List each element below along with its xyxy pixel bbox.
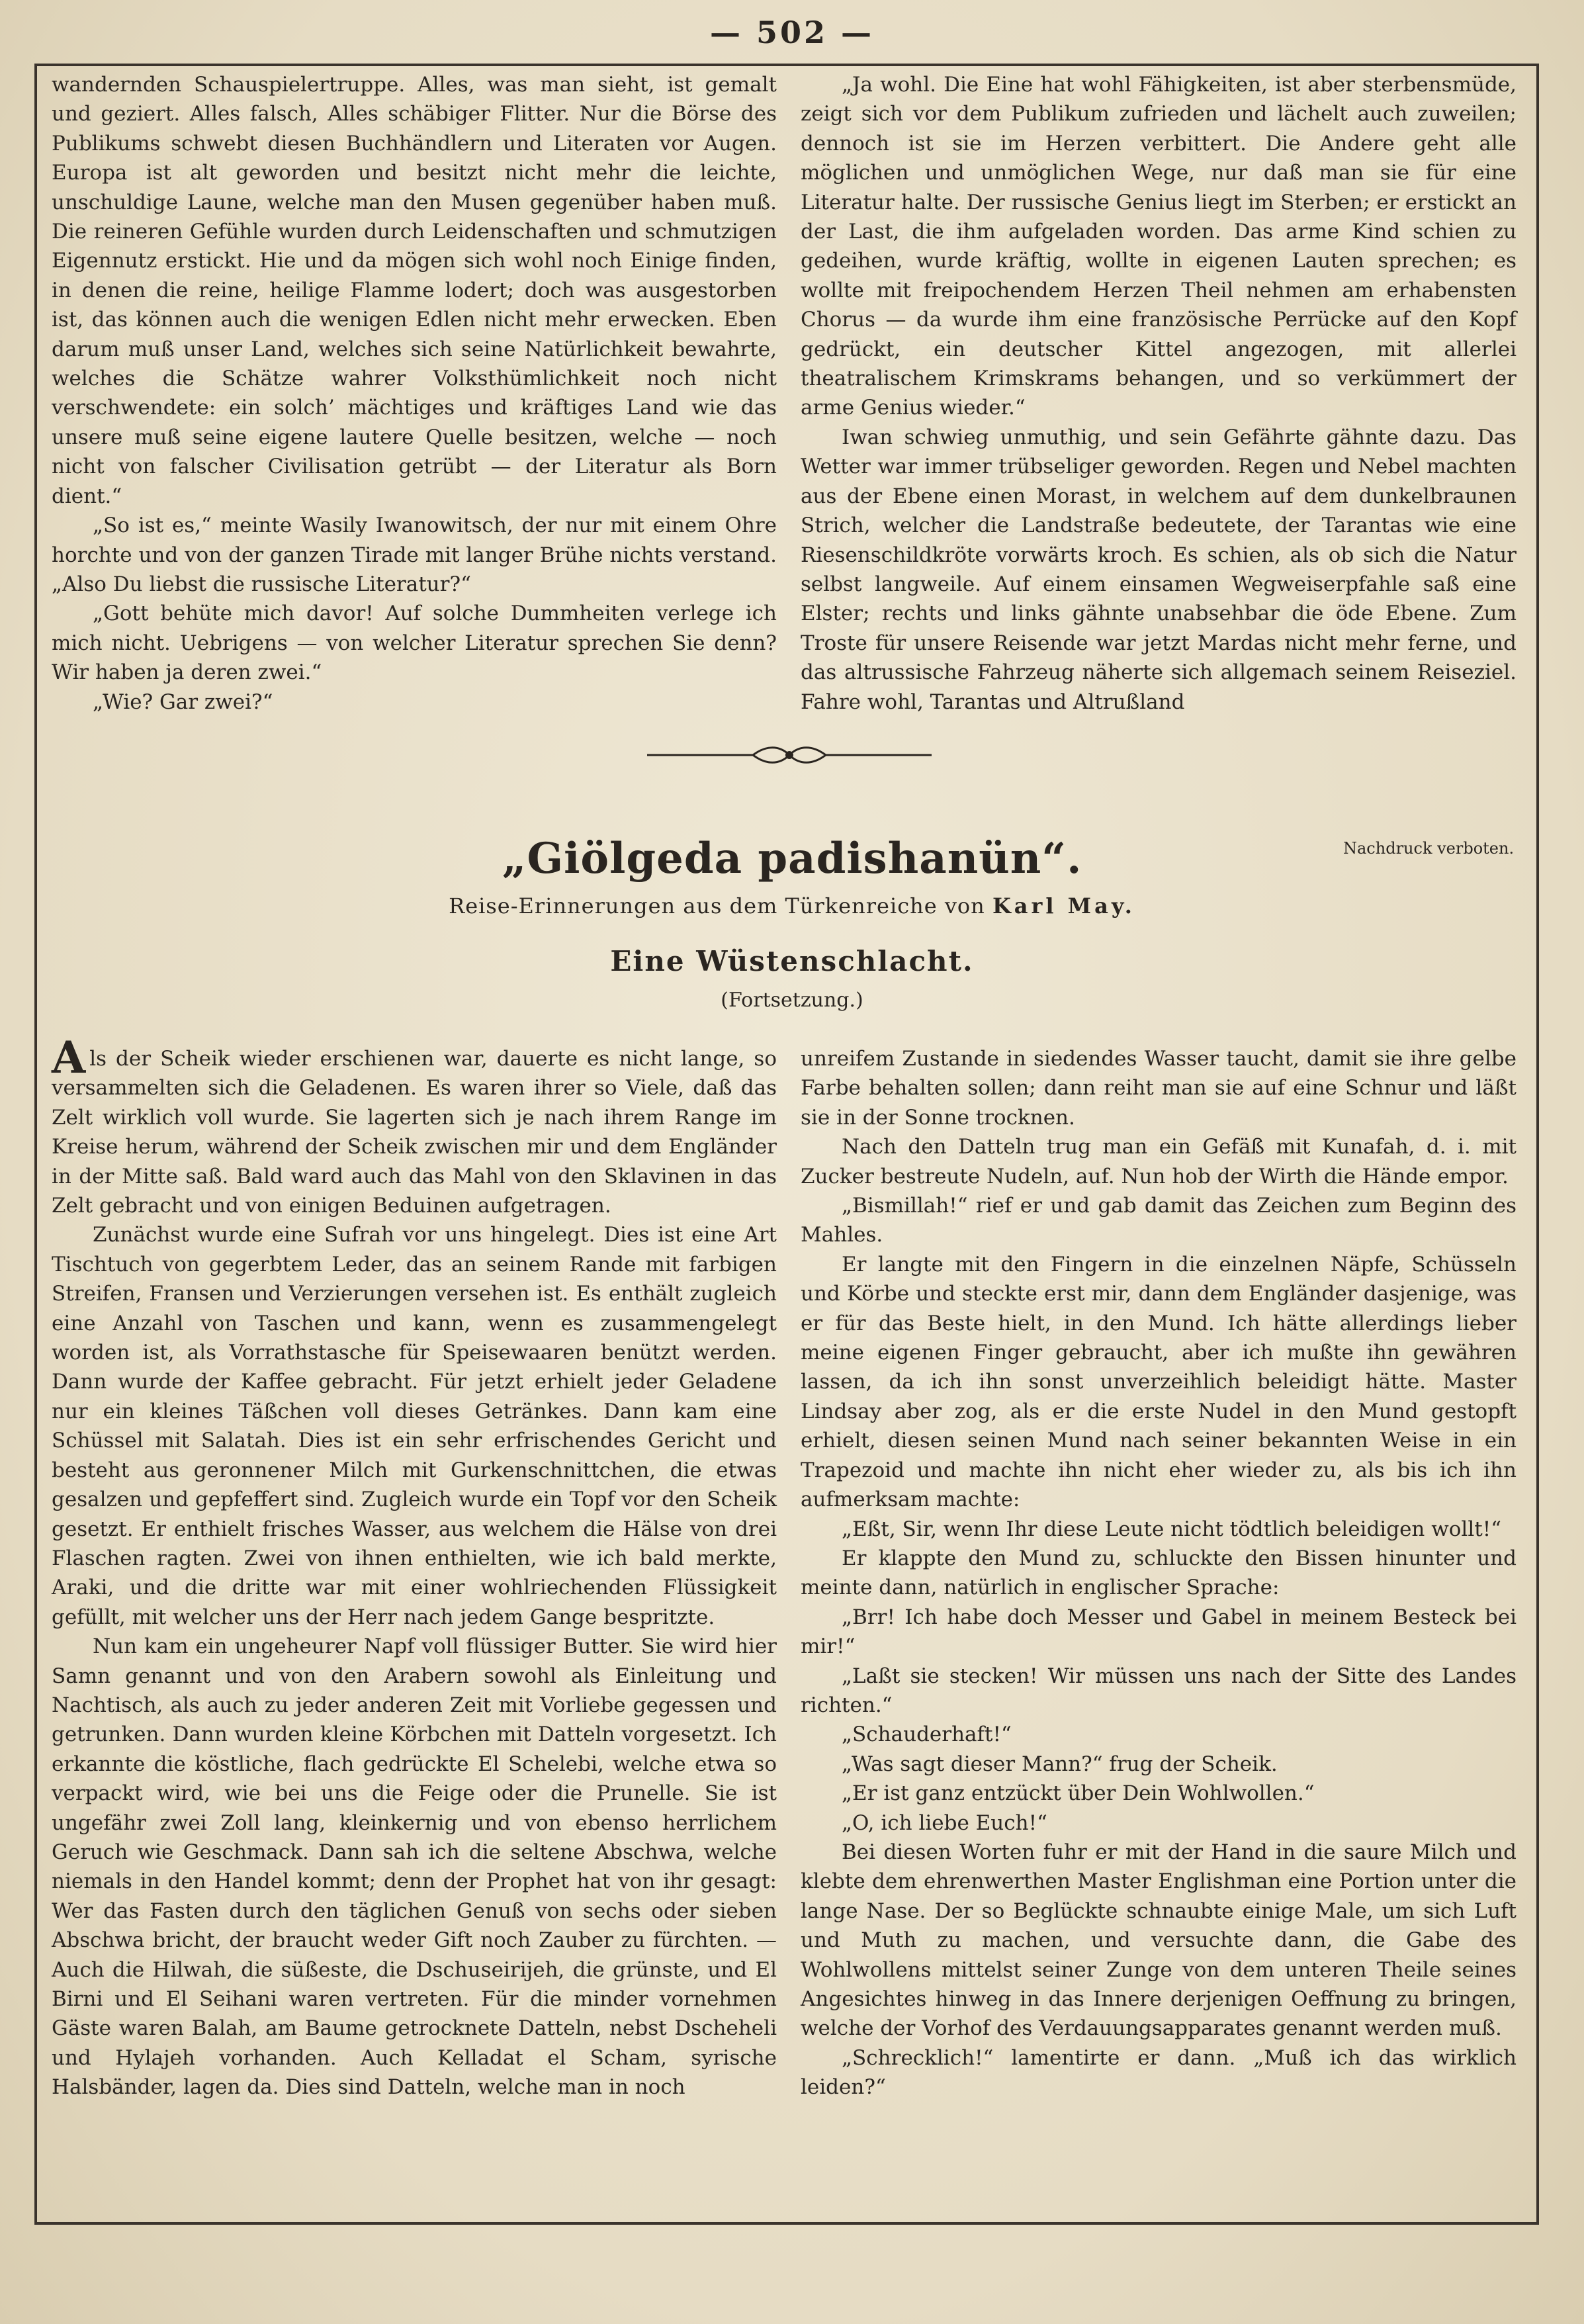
paragraph: Nun kam ein ungeheurer Napf voll flüssiger Butter. Sie wird hier Samn genannt und von den Arabern sowohl als Einleitung und Nachtisch, als auch zu jeder anderen Zeit mit Vorliebe gegessen und getrunken. Dann wurden kleine Körbchen mit Datteln vorgesetzt. Ich erkannte die köstliche, flach gedrückte El Schelebi, welche etwa so verpackt wird, wie bei uns die Feige oder die Prunelle. Sie ist ungefähr zwei Zoll lang, kleinkernig und von ebenso herrlichem Geruch wie Geschmack. Dann sah ich die seltene Abschwa, welche niemals in den Handel kommt; denn der Prophet hat von ihr gesagt: Wer das Fasten durch den täglichen Genuß von sechs oder sieben Abschwa bricht, der braucht weder Gift noch Zauber zu fürchten. — Auch die Hilwah, die süßeste, die Dschuseirijeh, die grünste, und El Birni und El Seihani waren vertreten. Für die minder vornehmen Gäste waren Balah, am Baume getrocknete Datteln, nebst Dscheheli und Hylajeh vorhanden. Auch Kelladat el Scham, syrische Halsbänder, lagen da. Dies sind Datteln, welche man in noch	[52, 1634, 777, 2100]
reprint-notice: Nachdruck verboten.	[1343, 839, 1515, 858]
section-heading: Eine Wüstenschlacht.	[610, 945, 974, 977]
column-bottom-right	[801, 1044, 1517, 2102]
paragraph	[52, 1032, 777, 1220]
paragraph: „Schrecklich!“ lamentirte er dann. „Muß ich das wirklich leiden?“	[801, 2045, 1517, 2100]
paragraph: „Gott behüte mich davor! Auf solche Dummheiten verlege ich mich nicht. Uebrigens — von welcher Literatur sprechen Sie denn? Wir haben ja deren zwei.“	[52, 602, 777, 685]
paragraph: „So ist es,“ meinte Wasily Iwanowitsch, der nur mit einem Ohre horchte und von der ganzen Tirade mit langer Brühe nichts verstand. „Also Du liebst die russische Literatur?“	[52, 514, 777, 596]
paragraph: „Brr! Ich habe doch Messer und Gabel in meinem Besteck bei mir!“	[801, 1605, 1517, 1659]
paragraph: Er klappte den Mund zu, schluckte den Bissen hinunter und meinte dann, natürlich in englischer Sprache:	[801, 1546, 1517, 1600]
article-subtitle	[0, 893, 1584, 918]
author-name: Karl May.	[992, 893, 1135, 918]
paragraph: „Wie? Gar zwei?“	[93, 690, 273, 714]
drop-cap: A	[52, 1032, 86, 1083]
continuation-note: (Fortsetzung.)	[721, 989, 863, 1012]
paragraph: „Was sagt dieser Mann?“ frug der Scheik.	[842, 1752, 1278, 1776]
page-number: — 502 —	[709, 15, 875, 50]
subtitle-text: Reise-Erinnerungen aus dem Türkenreiche von	[449, 893, 985, 918]
paragraph: unreifem Zustande in siedendes Wasser taucht, damit sie ihre gelbe Farbe behalten sollen; dann reiht man sie auf eine Schnur und läßt sie in der Sonne trocknen.	[801, 1047, 1517, 1130]
paragraph: „Laßt sie stecken! Wir müssen uns nach der Sitte des Landes richten.“	[801, 1664, 1517, 1717]
paragraph: „Eßt, Sir, wenn Ihr diese Leute nicht tödtlich beleidigen wollt!“	[842, 1517, 1502, 1541]
paragraph: „Bismillah!“ rief er und gab damit das Zeichen zum Beginn des Mahles.	[801, 1194, 1517, 1247]
article-title: „Giölgeda padishanün“.	[502, 834, 1082, 883]
column-top-right	[801, 70, 1517, 717]
paragraph-text: ls der Scheik wieder erschienen war, dauerte es nicht lange, so versammelten sich die Geladenen. Es waren ihrer so Viele, daß das Zelt wirklich voll wurde. Sie lagerten sich je nach ihrem Range im Kreise herum, während der Scheik zwischen mir und dem Engländer in der Mitte saß. Bald ward auch das Mahl von den Sklavinen in das Zelt gebracht und von einigen Beduinen aufgetragen.	[52, 1047, 777, 1218]
paragraph: „Er ist ganz entzückt über Dein Wohlwollen.“	[842, 1781, 1315, 1806]
paragraph: Er langte mit den Fingern in die einzelnen Näpfe, Schüsseln und Körbe und steckte erst mir, dann dem Engländer dasjenige, was er für das Beste hielt, in den Mund. Ich hätte allerdings lieber meine eigenen Finger gebraucht, aber ich mußte ihn gewähren lassen, da ich ihn sonst unverzeihlich beleidigt hätte. Master Lindsay aber zog, als er die erste Nudel in den Mund gestopft erhielt, diesen seinen Mund nach seiner bekannten Weise in ein Trapezoid und machte ihn nicht eher wieder zu, als bis ich ihn aufmerksam machte:	[801, 1252, 1517, 1512]
paragraph: „O, ich liebe Euch!“	[842, 1810, 1047, 1835]
paragraph: Zunächst wurde eine Sufrah vor uns hingelegt. Dies ist eine Art Tischtuch von gegerbtem Leder, das an seinem Rande mit farbigen Streifen, Fransen und Verzierungen versehen ist. Es enthält zugleich eine Anzahl von Taschen und kann, wenn es zusammengelegt worden ist, als Vorrathstasche für Speisewaaren benützt werden. Dann wurde der Kaffee gebracht. Für jetzt erhielt jeder Geladene nur ein kleines Täßchen voll dieses Getränkes. Dann kam eine Schüssel mit Salatah. Dies ist ein sehr erfrischendes Gericht und besteht aus geronnener Milch mit Gurkenschnittchen, die etwas gesalzen und gepfeffert sind. Zugleich wurde ein Topf vor den Scheik gesetzt. Er enthielt frisches Wasser, aus welchem die Hälse von drei Flaschen ragten. Zwei von ihnen enthielten, wie ich bald merkte, Araki, und die dritte war mit einer wohlriechenden Flüssigkeit gefüllt, mit welcher uns der Herr nach jedem Gange bespritzte.	[52, 1223, 777, 1629]
paragraph: Iwan schwieg unmuthig, und sein Gefährte gähnte dazu. Das Wetter war immer trübseliger geworden. Regen und Nebel machten aus der Ebene einen Morast, in welchem auf dem dunkelbraunen Strich, welcher die Landstraße bedeutete, der Tarantas wie eine Riesenschildkröte vorwärts kroch. Es schien, als ob sich die Natur selbst langweile. Auf einem einsamen Wegweiserpfahle saß eine Elster; rechts und links gähnte unabsehbar die öde Ebene. Zum Troste für unsere Reisende war jetzt Mardas nicht mehr ferne, und das altrussische Fahrzeug näherte sich allgemach seinem Reiseziel. Fahre wohl, Tarantas und Altrußland	[801, 425, 1517, 714]
paragraph: „Ja wohl. Die Eine hat wohl Fähigkeiten, ist aber sterbensmüde, zeigt sich vor dem Publikum zufrieden und lächelt auch zuweilen; dennoch ist sie im Herzen verbittert. Die Andere geht alle möglichen und unmöglichen Wege, nur daß man sie für eine Literatur halte. Der russische Genius liegt im Sterben; er erstickt an der Last, die ihm aufgeladen worden. Das arme Kind schien zu gedeihen, wurde kräftig, wollte in eigenen Lauten sprechen; es wollte mit freipochendem Herzen Theil nehmen am erhabensten Chorus — da wurde ihm eine französische Perrücke auf den Kopf gedrückt, ein deutscher Kittel angezogen, mit allerlei theatralischem Krimskrams behangen, und so verkümmert der arme Genius wieder.“	[801, 73, 1517, 420]
ornamental-divider	[647, 744, 932, 766]
paragraph: Nach den Datteln trug man ein Gefäß mit Kunafah, d. i. mit Zucker bestreute Nudeln, auf. Nun hob der Wirth die Hände empor.	[801, 1135, 1517, 1188]
column-bottom-left	[52, 1032, 777, 2102]
paragraph: Bei diesen Worten fuhr er mit der Hand in die saure Milch und klebte dem ehrenwerthen Master Englishman eine Portion unter die lange Nase. Der so Beglückte schnaubte einige Male, um sich Luft und Muth zu machen, und versuchte dann, die Gabe des Wohlwollens mittelst seiner Zunge von dem unteren Theile seines Angesichtes hinweg in das Innere derjenigen Oeffnung zu bringen, welche der Vorhof des Verdauungsapparates genannt werden muß.	[801, 1840, 1517, 2041]
paragraph: wandernden Schauspielertruppe. Alles, was man sieht, ist gemalt und geziert. Alles falsch, Alles schäbiger Flitter. Nur die Börse des Publikums schwebt diesen Buchhändlern und Literaten vor Augen. Europa ist alt geworden und besitzt nicht mehr die leichte, unschuldige Laune, welche man den Musen gegenüber haben muß. Die reineren Gefühle wurden durch Leidenschaften und schmutzigen Eigennutz erstickt. Hie und da mögen sich wohl noch Einige finden, in denen die reine, heilige Flamme lodert; doch was ausgestorben ist, das können auch die wenigen Edlen nicht mehr erwecken. Eben darum muß unser Land, welches sich seine Natürlichkeit bewahrte, welches die Schätze wahrer Volksthümlichkeit noch nicht verschwendete: ein solch’ mächtiges und kräftiges Land wie das unsere muß seine eigene lautere Quelle besitzen, welche — noch nicht von falscher Civilisation getrübt — der Literatur als Born dient.“	[52, 73, 777, 508]
paragraph: „Schauderhaft!“	[842, 1722, 1012, 1747]
column-top-left	[52, 70, 777, 717]
